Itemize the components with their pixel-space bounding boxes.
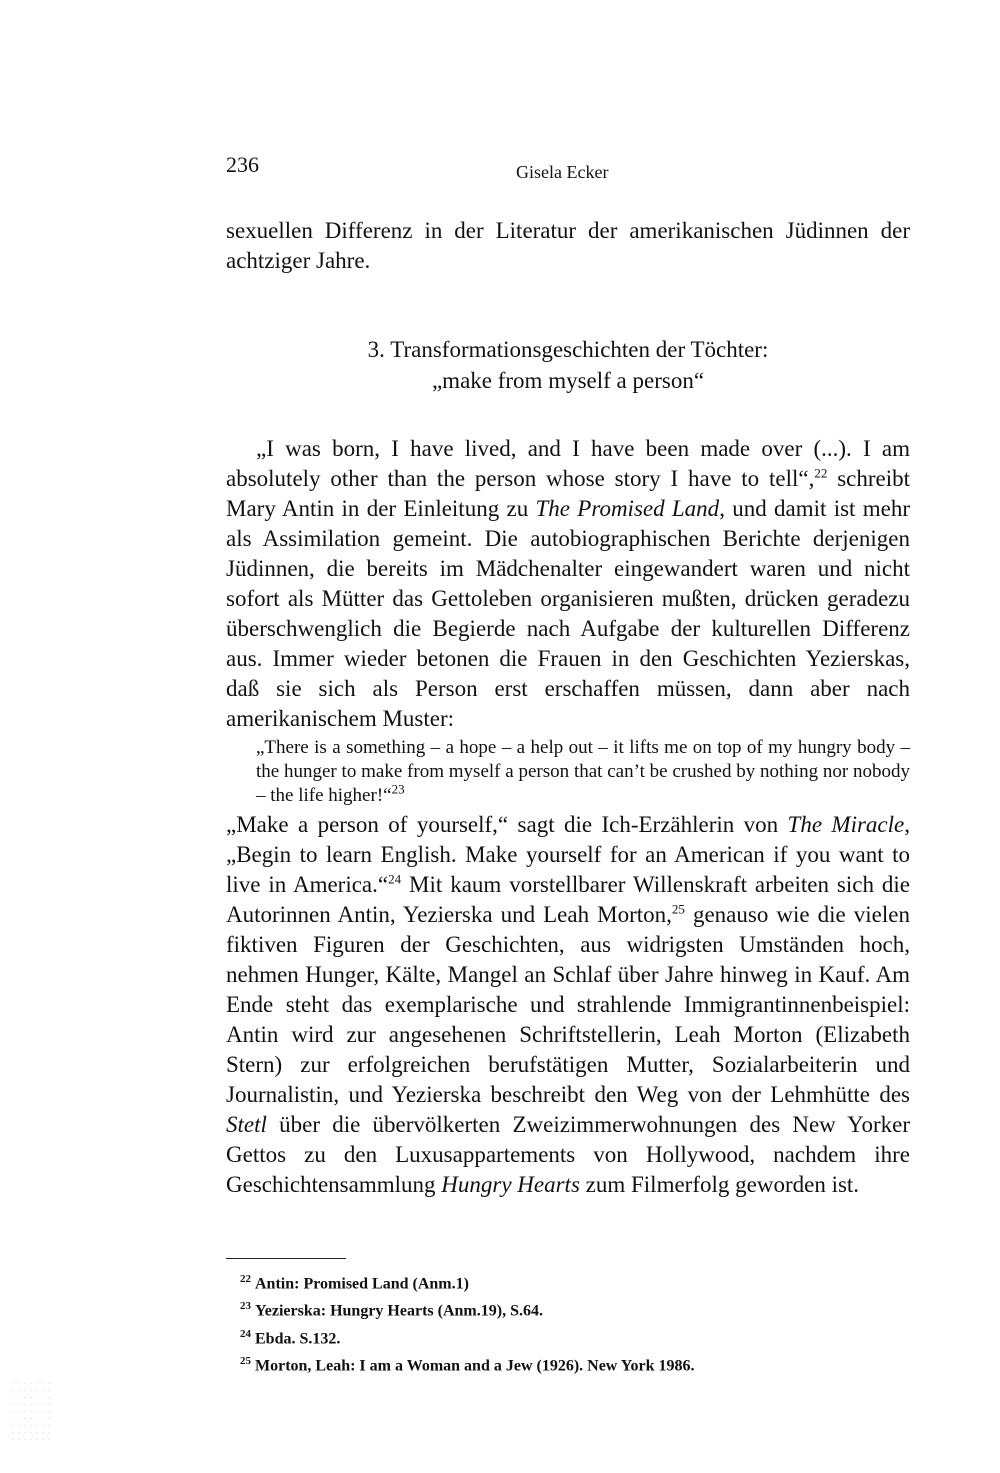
- paragraph-1-text: „I was born, I have lived, and I have been made over (...). I am absolutely other than the person whose story I have to tell“,: [226, 436, 910, 491]
- footnote-text: Morton, Leah: I am a Woman and a Jew (1926). New York 1986.: [255, 1357, 695, 1375]
- footnote-text: Yezierska: Hungry Hearts (Anm.19), S.64.: [255, 1302, 543, 1320]
- footnote-text: Antin: Promised Land (Anm.1): [255, 1275, 469, 1293]
- paragraph-2: [226, 810, 910, 1200]
- section-heading: [226, 334, 910, 396]
- footnote-number: 23: [240, 1300, 251, 1313]
- paragraph-2-text: über die übervölkerten Zweizimmerwohnungen des New Yorker Gettos zu den Luxusappartements von Hollywood, nachdem ihre Geschichtensammlung: [226, 1112, 910, 1197]
- section-heading-line-2: „make from myself a person“: [431, 368, 705, 393]
- running-head: Gisela Ecker: [516, 162, 609, 182]
- footnote: [240, 1268, 880, 1295]
- opening-paragraph: sexuellen Differenz in der Literatur der amerikanischen Jüdinnen der achtziger Jahre.: [226, 218, 910, 273]
- paragraph-1-text: , und damit ist mehr als Assimilation gemeint. Die autobiographischen Berichte derjenigen Jüdinnen, die bereits im Mädchenalter eingewandert waren und nicht sofort als Mütter das Gettoleben organisieren mußten, drücken geradezu überschwenglich die Begierde nach Aufgabe der kulturellen Differenz aus. Immer wieder betonen die Frauen in den Geschichten Yezierskas, daß sie sich als Person erst erschaffen müssen, dann aber nach amerikanischem Muster:: [226, 496, 910, 731]
- paragraph-2-text: zum Filmerfolg geworden ist.: [579, 1172, 860, 1197]
- paragraph-2-text: „Make a person of yourself,“ sagt die Ich-Erzählerin von: [226, 812, 788, 837]
- main-text: [226, 216, 910, 1200]
- book-title: Hungry Hearts: [441, 1172, 580, 1197]
- footnote-ref-25[interactable]: 25: [671, 901, 685, 917]
- footnote-divider: [226, 1258, 346, 1259]
- footnote: [240, 1323, 880, 1350]
- page-number: 236: [226, 152, 259, 177]
- italic-term: Stetl: [226, 1112, 267, 1137]
- footnote-number: 22: [240, 1273, 251, 1285]
- footnote-number: 24: [240, 1327, 251, 1340]
- footnote: [240, 1350, 880, 1377]
- footnotes: [240, 1268, 880, 1377]
- footnote-ref-23[interactable]: 23: [391, 781, 405, 797]
- paragraph-2-text: genauso wie die vielen fiktiven Figuren der Geschichten, aus widrigsten Umständen hoch, nehmen Hunger, Kälte, Mangel an Schlaf über Jahre hinweg in Kauf. Am Ende steht das exemplarische und strahlende Immigrantinnenbeispiel: Antin wird zur angesehenen Schriftstellerin, Leah Morton (Elizabeth Stern) zur erfolgreichen berufstätigen Mutter, Sozialarbeiterin und Journalistin, und Yezierska beschreibt den Weg von der Lehmhütte des: [226, 902, 910, 1107]
- footnote: [240, 1295, 880, 1322]
- paragraph-2-text: Mit kaum vorstellbarer Willenskraft arbeiten sich die Autorinnen Antin, Yezierska und Leah Morton,: [226, 872, 910, 927]
- scan-noise: [10, 1380, 50, 1440]
- section-heading-line-1: 3. Transformationsgeschichten der Töchter:: [367, 337, 769, 362]
- block-quote: [256, 736, 910, 808]
- paragraph-2-text: , „Begin to learn English. Make yourself for an American if you want to live in America.“: [226, 812, 910, 897]
- book-title: The Miracle: [787, 812, 905, 837]
- block-quote-text: „There is a something – a hope – a help out – it lifts me on top of my hungry body – the hunger to make from myself a person that can’t be crushed by nothing nor nobody – the life higher!“: [256, 737, 910, 806]
- footnote-number: 25: [240, 1354, 251, 1367]
- paragraph-1-text: schreibt Mary Antin in der Einleitung zu: [226, 466, 910, 521]
- footnote-ref-22[interactable]: 22: [814, 465, 828, 481]
- paragraph-1: [226, 434, 910, 734]
- footnote-ref-24[interactable]: 24: [388, 871, 402, 887]
- page-header: [226, 152, 906, 188]
- book-title: The Promised Land: [535, 496, 720, 521]
- footnote-text: Ebda. S.132.: [255, 1329, 341, 1347]
